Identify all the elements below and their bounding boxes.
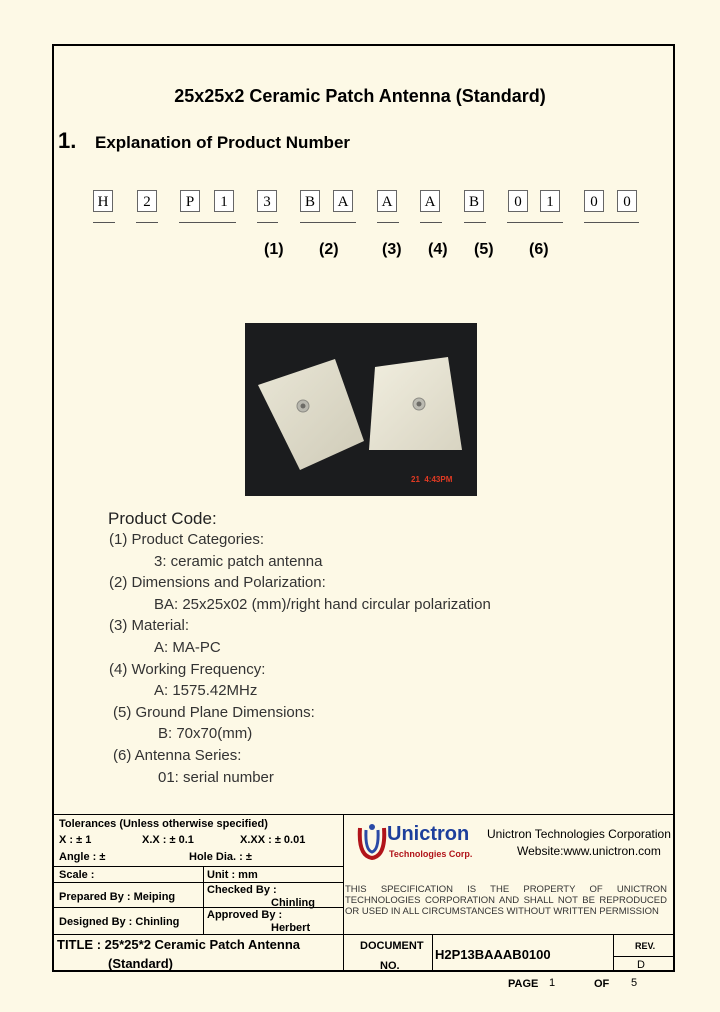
- company-name: Unictron Technologies Corporation: [487, 827, 671, 841]
- part-char-box: A: [377, 190, 397, 212]
- tolerance-x: X : ± 1: [59, 834, 92, 846]
- patch-antenna-left: [258, 359, 364, 470]
- title-block-rule: [613, 934, 614, 972]
- page-label: PAGE: [508, 978, 539, 990]
- part-label: (6): [529, 241, 549, 258]
- page-total: 5: [631, 977, 638, 989]
- angle-tolerance: Angle : ±: [59, 851, 106, 863]
- part-underline: [300, 222, 356, 223]
- title-block-rule: [52, 882, 344, 883]
- title-block-rule: [432, 934, 433, 972]
- part-underline: [507, 222, 563, 223]
- rev-value: D: [637, 959, 645, 971]
- part-label: (4): [428, 241, 448, 258]
- product-code-line: A: MA-PC: [154, 639, 221, 656]
- product-code-line: (6) Antenna Series:: [113, 747, 242, 764]
- part-char-box: P: [180, 190, 200, 212]
- company-logo: [356, 822, 388, 865]
- unictron-logo-icon: [356, 822, 388, 860]
- document-title-line2: (Standard): [108, 956, 173, 971]
- title-block-rule: [203, 866, 204, 934]
- part-char-box: 3: [257, 190, 277, 212]
- tolerance-xx: X.X : ± 0.1: [142, 834, 194, 846]
- page-number: 1: [549, 977, 556, 989]
- title-block-rule: [52, 934, 675, 935]
- title-block-divider: [343, 814, 344, 972]
- part-underline: [377, 222, 399, 223]
- approved-by-label: Approved By :: [207, 909, 283, 921]
- product-code-line: (3) Material:: [109, 617, 190, 634]
- page-title: 25x25x2 Ceramic Patch Antenna (Standard): [174, 86, 546, 106]
- part-char-box: 0: [617, 190, 637, 212]
- part-label: (2): [319, 241, 339, 258]
- checked-by-name: Chinling: [271, 897, 315, 909]
- document-label: DOCUMENT: [360, 940, 424, 952]
- part-underline: [420, 222, 442, 223]
- property-notice: THIS SPECIFICATION IS THE PROPERTY OF UNICTRON TECHNOLOGIES CORPORATION AND SHALL NOT BE REPRODUCED OR USED IN ALL CIRCUMSTANCES WITHOUT WRITTEN PERMISSION: [345, 884, 667, 917]
- hole-dia-tolerance: Hole Dia. : ±: [189, 851, 252, 863]
- tolerances-heading: Tolerances (Unless otherwise specified): [59, 818, 268, 830]
- document-number: H2P13BAAAB0100: [435, 947, 551, 962]
- part-label: (1): [264, 241, 284, 258]
- part-underline: [93, 222, 115, 223]
- product-code-line: (4) Working Frequency:: [109, 661, 266, 678]
- product-code-line: B: 70x70(mm): [158, 725, 253, 742]
- section-number: 1.: [58, 128, 77, 153]
- document-title-line1: TITLE : 25*25*2 Ceramic Patch Antenna: [57, 937, 300, 952]
- part-char-box: H: [93, 190, 113, 212]
- part-underline: [136, 222, 158, 223]
- product-code-line: (5) Ground Plane Dimensions:: [113, 704, 315, 721]
- no-label: NO.: [380, 960, 400, 972]
- part-char-box: 0: [508, 190, 528, 212]
- tolerance-xxx: X.XX : ± 0.01: [240, 834, 306, 846]
- part-underline: [464, 222, 486, 223]
- product-code-heading: Product Code:: [108, 509, 217, 528]
- part-label: (3): [382, 241, 402, 258]
- title-block-rule: [52, 866, 344, 867]
- part-char-box: B: [464, 190, 484, 212]
- part-char-box: 1: [214, 190, 234, 212]
- designed-by: Designed By : Chinling: [59, 916, 180, 928]
- company-website: Website:www.unictron.com: [517, 844, 661, 858]
- title-block-top-border: [52, 814, 675, 815]
- antenna-photo-graphic: [245, 323, 477, 496]
- part-underline: [257, 222, 278, 223]
- unit-field: Unit : mm: [207, 869, 258, 881]
- feed-pin-left-center: [301, 404, 306, 409]
- product-code-line: (1) Product Categories:: [109, 531, 265, 548]
- part-label: (5): [474, 241, 494, 258]
- product-code-line: BA: 25x25x02 (mm)/right hand circular polarization: [154, 596, 491, 613]
- logo-wordmark: Unictron: [387, 823, 470, 845]
- product-code-line: 3: ceramic patch antenna: [154, 553, 323, 570]
- photo-timestamp: 21 4:43PM: [411, 475, 453, 484]
- of-label: OF: [594, 978, 610, 990]
- part-char-box: 1: [540, 190, 560, 212]
- part-char-box: 2: [137, 190, 157, 212]
- product-code-line: 01: serial number: [158, 769, 274, 786]
- prepared-by: Prepared By : Meiping: [59, 891, 176, 903]
- product-code-line: (2) Dimensions and Polarization:: [109, 574, 326, 591]
- part-char-box: A: [333, 190, 353, 212]
- logo-subtitle: Technologies Corp.: [389, 849, 473, 859]
- rev-label: REV.: [635, 941, 656, 951]
- part-char-box: 0: [584, 190, 604, 212]
- section-title: Explanation of Product Number: [95, 133, 351, 152]
- checked-by-label: Checked By :: [207, 884, 277, 896]
- feed-pin-right-center: [417, 402, 422, 407]
- part-underline: [179, 222, 236, 223]
- product-photo: [245, 323, 477, 496]
- part-char-box: B: [300, 190, 320, 212]
- title-block-rule: [613, 956, 675, 957]
- approved-by-name: Herbert: [271, 922, 311, 934]
- scale-field: Scale :: [59, 869, 95, 881]
- product-code-line: A: 1575.42MHz: [154, 682, 258, 699]
- part-char-box: A: [420, 190, 440, 212]
- part-underline: [584, 222, 639, 223]
